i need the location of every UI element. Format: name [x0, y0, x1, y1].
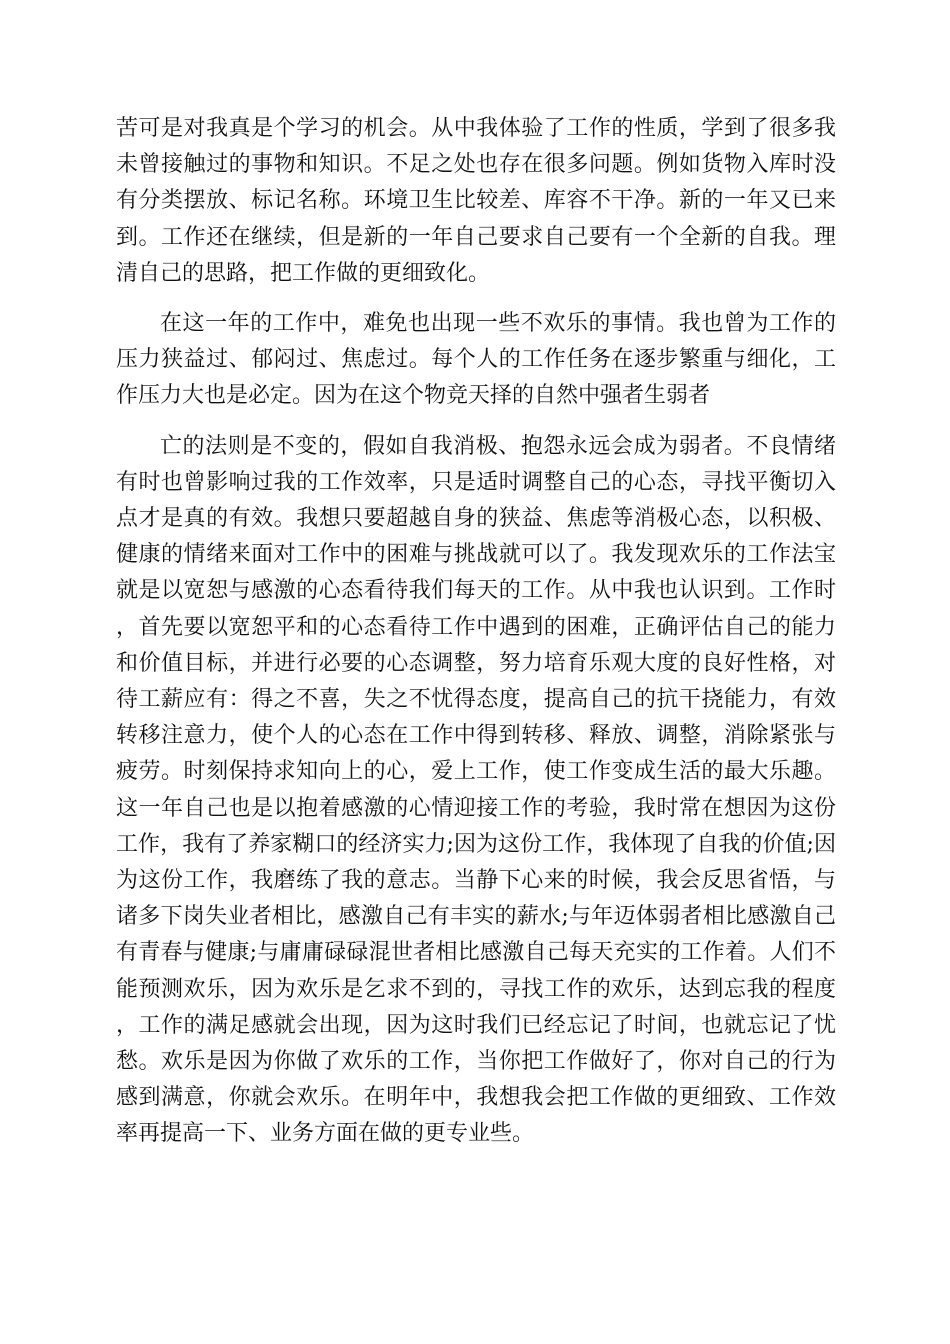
paragraph-3: 亡的法则是不变的，假如自我消极、抱怨永远会成为弱者。不良情绪有时也曾影响过我的工作效率，只是适时调整自己的心态，寻找平衡切入点才是真的有效。我想只要超越自身的狭益、焦虑等消极心态，以积极、健康的情绪来面对工作中的困难与挑战就可以了。我发现欢乐的工作法宝就是以宽恕与感激的心态看待我们每天的工作。从中我也认识到。工作时，首先要以宽恕平和的心态看待工作中遇到的困难，正确评估自己的能力和价值目标，并进行必要的心态调整，努力培育乐观大度的良好性格，对待工薪应有：得之不喜，失之不忧得态度，提高自己的抗干挠能力，有效转移注意力，使个人的心态在工作中得到转移、释放、调整，消除紧张与疲劳。时刻保持求知向上的心，爱上工作，使工作变成生活的最大乐趣。这一年自己也是以抱着感激的心情迎接工作的考验，我时常在想因为这份工作，我有了养家糊口的经济实力;因为这份工作，我体现了自我的价值;因为这份工作，我磨练了我的意志。当静下心来的时候，我会反思省悟，与诸多下岗失业者相比，感激自己有丰实的薪水;与年迈体弱者相比感激自己有青春与健康;与庸庸碌碌混世者相比感激自己每天充实的工作着。人们不能预测欢乐，因为欢乐是乞求不到的，寻找工作的欢乐，达到忘我的程度，工作的满足感就会出现，因为这时我们已经忘记了时间，也就忘记了忧愁。欢乐是因为你做了欢乐的工作，当你把工作做好了，你对自己的行为感到满意，你就会欢乐。在明年中，我想我会把工作做的更细致、工作效率再提高一下、业务方面在做的更专业些。 — [116, 433, 836, 1147]
document-body — [116, 111, 836, 1153]
paragraph-1: 苦可是对我真是个学习的机会。从中我体验了工作的性质，学到了很多我未曾接触过的事物和知识。不足之处也存在很多问题。例如货物入库时没有分类摆放、标记名称。环境卫生比较差、库容不干净。新的一年又已来到。工作还在继续，但是新的一年自己要求自己要有一个全新的自我。理清自己的思路，把工作做的更细致化。 — [116, 116, 836, 286]
paragraph-2: 在这一年的工作中，难免也出现一些不欢乐的事情。我也曾为工作的压力狭益过、郁闷过、焦虑过。每个人的工作任务在逐步繁重与细化，工作压力大也是必定。因为在这个物竞天择的自然中强者生弱者 — [116, 311, 836, 409]
